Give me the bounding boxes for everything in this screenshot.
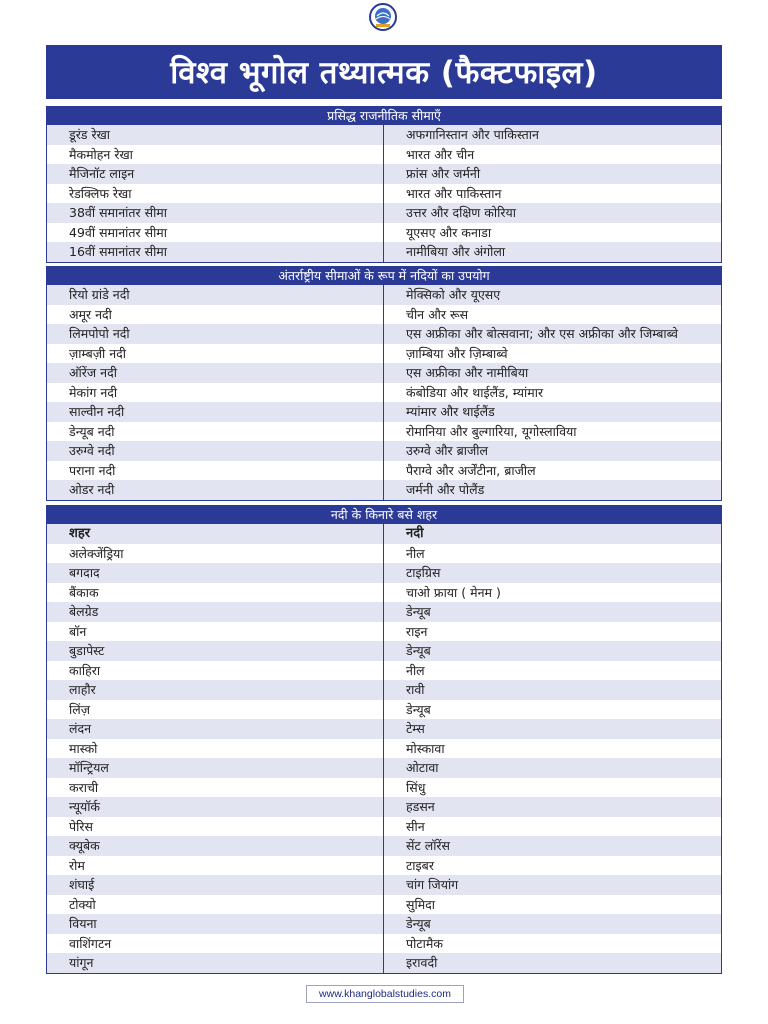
table-row bbox=[47, 914, 721, 934]
table-row bbox=[47, 563, 721, 583]
table-row bbox=[47, 544, 721, 564]
table-cell-value: सिंधु bbox=[406, 779, 426, 795]
table-cell-value: पैराग्वे और अर्जेंटीना, ब्राजील bbox=[406, 462, 536, 478]
table-cell-value: नील bbox=[406, 545, 425, 561]
table-row bbox=[47, 641, 721, 661]
section-heading: प्रसिद्ध राजनीतिक सीमाएँ bbox=[47, 107, 721, 125]
table-cell-value: मोस्कावा bbox=[406, 740, 445, 756]
table-cell-name: रेडक्लिफ रेखा bbox=[47, 184, 384, 204]
table-cell-name: बैंकाक bbox=[47, 583, 384, 603]
table-cell-value: भारत और पाकिस्तान bbox=[406, 185, 502, 201]
table-cell-value: चांग जियांग bbox=[406, 877, 459, 892]
table-row bbox=[47, 953, 721, 973]
table-row bbox=[47, 719, 721, 739]
table-row bbox=[47, 223, 721, 243]
table-row bbox=[47, 622, 721, 642]
table-cell-value: सीन bbox=[406, 818, 425, 834]
table-row bbox=[47, 680, 721, 700]
table-cell-value: नामीबिया और अंगोला bbox=[406, 244, 506, 259]
table-cell-value: म्यांमार और थाईलैंड bbox=[406, 404, 495, 419]
table-cell-name: रियो ग्रांडे नदी bbox=[47, 285, 384, 305]
website-link[interactable]: www.khanglobalstudies.com bbox=[306, 985, 464, 1003]
table-cell-value: मेक्सिको और यूएसए bbox=[406, 287, 501, 302]
table-row bbox=[47, 242, 721, 262]
table-cell-name: उरुग्वे नदी bbox=[47, 441, 384, 461]
table-row bbox=[47, 797, 721, 817]
table-row bbox=[47, 875, 721, 895]
table-row bbox=[47, 836, 721, 856]
table-cell-name: मैकमोहन रेखा bbox=[47, 145, 384, 165]
table-row bbox=[47, 934, 721, 954]
table-cell-name: शंघाई bbox=[47, 875, 384, 895]
table-cell-value: चाओ फ्राया ( मेनम ) bbox=[406, 584, 501, 600]
table-cell-name: ओडर नदी bbox=[47, 480, 384, 500]
table-cell-value: हडसन bbox=[406, 799, 435, 814]
table-cell-name: डूरंड रेखा bbox=[47, 125, 384, 145]
table-cell-value: भारत और चीन bbox=[406, 146, 475, 162]
table-cell-name: मास्को bbox=[47, 739, 384, 759]
table-cell-name: यांगून bbox=[47, 953, 384, 973]
river-boundaries-section bbox=[46, 266, 722, 501]
table-row bbox=[47, 778, 721, 798]
table-cell-value: फ्रांस और जर्मनी bbox=[406, 166, 481, 181]
table-cell-name: टोक्यो bbox=[47, 895, 384, 915]
table-cell-name: लाहौर bbox=[47, 680, 384, 700]
table-cell-name: वाशिंगटन bbox=[47, 934, 384, 954]
table-cell-name: बेलग्रेड bbox=[47, 602, 384, 622]
table-cell-name: कराची bbox=[47, 778, 384, 798]
table-cell-value: डेन्यूब bbox=[406, 916, 431, 931]
table-cell-value: सेंट लॉरेंस bbox=[406, 838, 450, 853]
table-row bbox=[47, 441, 721, 461]
table-cell-value: सुमिदा bbox=[406, 896, 436, 912]
table-cell-value: कंबोडिया और थाईलैंड, म्यांमार bbox=[406, 384, 544, 400]
table-cell-value: उरुग्वे और ब्राजील bbox=[406, 443, 488, 458]
table-row bbox=[47, 145, 721, 165]
table-header-row bbox=[47, 524, 721, 544]
table-cell-name: रोम bbox=[47, 856, 384, 876]
table-row bbox=[47, 383, 721, 403]
table-row bbox=[47, 285, 721, 305]
column-header-river: नदी bbox=[406, 526, 424, 541]
table-cell-value: पोटामैक bbox=[406, 935, 443, 951]
section-heading: नदी के किनारे बसे शहर bbox=[47, 506, 721, 524]
table-row bbox=[47, 324, 721, 344]
table-cell-name: मॉन्ट्रियल bbox=[47, 758, 384, 778]
table-row bbox=[47, 661, 721, 681]
table-cell-value: रोमानिया और बुल्गारिया, यूगोस्लाविया bbox=[406, 423, 577, 439]
column-header-city: शहर bbox=[47, 524, 384, 544]
khan-global-studies-logo-icon bbox=[368, 2, 398, 32]
table-cell-value: ज़ाम्बिया और ज़िम्बाब्वे bbox=[406, 345, 508, 361]
table-row bbox=[47, 184, 721, 204]
table-row bbox=[47, 700, 721, 720]
table-cell-name: पराना नदी bbox=[47, 461, 384, 481]
table-cell-name: 16वीं समानांतर सीमा bbox=[47, 242, 384, 262]
table-row bbox=[47, 125, 721, 145]
table-row bbox=[47, 344, 721, 364]
page-title: विश्व भूगोल तथ्यात्मक (फैक्टफाइल) bbox=[46, 45, 722, 99]
table-cell-value: डेन्यूब bbox=[406, 604, 431, 619]
table-cell-name: पेरिस bbox=[47, 817, 384, 837]
table-cell-value: उत्तर और दक्षिण कोरिया bbox=[406, 205, 516, 220]
table-row bbox=[47, 856, 721, 876]
table-cell-value: टेम्स bbox=[406, 721, 425, 736]
table-cell-value: नील bbox=[406, 662, 425, 678]
table-cell-name: वियना bbox=[47, 914, 384, 934]
table-cell-value: यूएसए और कनाडा bbox=[406, 224, 492, 240]
table-cell-name: साल्वीन नदी bbox=[47, 402, 384, 422]
table-row bbox=[47, 402, 721, 422]
table-cell-value: इरावदी bbox=[406, 955, 438, 970]
table-cell-value: डेन्यूब bbox=[406, 701, 431, 717]
table-cell-value: ओटावा bbox=[406, 760, 439, 775]
table-cell-name: न्यूयॉर्क bbox=[47, 797, 384, 817]
table-row bbox=[47, 164, 721, 184]
table-row bbox=[47, 422, 721, 442]
table-row bbox=[47, 739, 721, 759]
table-cell-name: मेकांग नदी bbox=[47, 383, 384, 403]
riverside-cities-section bbox=[46, 505, 722, 974]
table-row bbox=[47, 305, 721, 325]
table-row bbox=[47, 480, 721, 500]
table-row bbox=[47, 363, 721, 383]
table-cell-value: एस अफ्रीका और नामीबिया bbox=[406, 365, 529, 380]
table-row bbox=[47, 583, 721, 603]
table-cell-value: जर्मनी और पोलैंड bbox=[406, 482, 485, 497]
section-heading: अंतर्राष्ट्रीय सीमाओं के रूप में नदियों का उपयोग bbox=[47, 267, 721, 285]
table-cell-name: डेन्यूब नदी bbox=[47, 422, 384, 442]
table-cell-name: क्यूबेक bbox=[47, 836, 384, 856]
table-row bbox=[47, 895, 721, 915]
political-boundaries-section bbox=[46, 106, 722, 263]
table-cell-name: लिमपोपो नदी bbox=[47, 324, 384, 344]
table-cell-value: अफगानिस्तान और पाकिस्तान bbox=[406, 127, 539, 142]
table-cell-name: 49वीं समानांतर सीमा bbox=[47, 223, 384, 243]
table-row bbox=[47, 602, 721, 622]
table-row bbox=[47, 758, 721, 778]
table-cell-name: ऑरेंज नदी bbox=[47, 363, 384, 383]
table-cell-value: चीन और रूस bbox=[406, 306, 469, 322]
table-cell-name: 38वीं समानांतर सीमा bbox=[47, 203, 384, 223]
table-cell-name: बगदाद bbox=[47, 563, 384, 583]
table-row bbox=[47, 203, 721, 223]
table-cell-value: एस अफ्रीका और बोत्सवाना; और एस अफ्रीका और जिम्बाब्वे bbox=[406, 326, 679, 341]
table-cell-value: रावी bbox=[406, 682, 425, 697]
table-cell-name: ज़ाम्बज़ी नदी bbox=[47, 344, 384, 364]
table-cell-name: काहिरा bbox=[47, 661, 384, 681]
table-row bbox=[47, 461, 721, 481]
table-row bbox=[47, 817, 721, 837]
table-cell-name: मैजिनॉट लाइन bbox=[47, 164, 384, 184]
table-cell-name: अमूर नदी bbox=[47, 305, 384, 325]
table-cell-name: बॉन bbox=[47, 622, 384, 642]
table-cell-name: बुडापेस्ट bbox=[47, 641, 384, 661]
table-cell-value: टाइग्रिस bbox=[406, 565, 441, 580]
table-cell-name: अलेक्जेंड्रिया bbox=[47, 544, 384, 564]
table-cell-value: राइन bbox=[406, 623, 428, 639]
table-cell-name: लंदन bbox=[47, 719, 384, 739]
table-cell-name: लिंज़ bbox=[47, 700, 384, 720]
table-cell-value: टाइबर bbox=[406, 857, 434, 873]
table-cell-value: डेन्यूब bbox=[406, 643, 431, 658]
